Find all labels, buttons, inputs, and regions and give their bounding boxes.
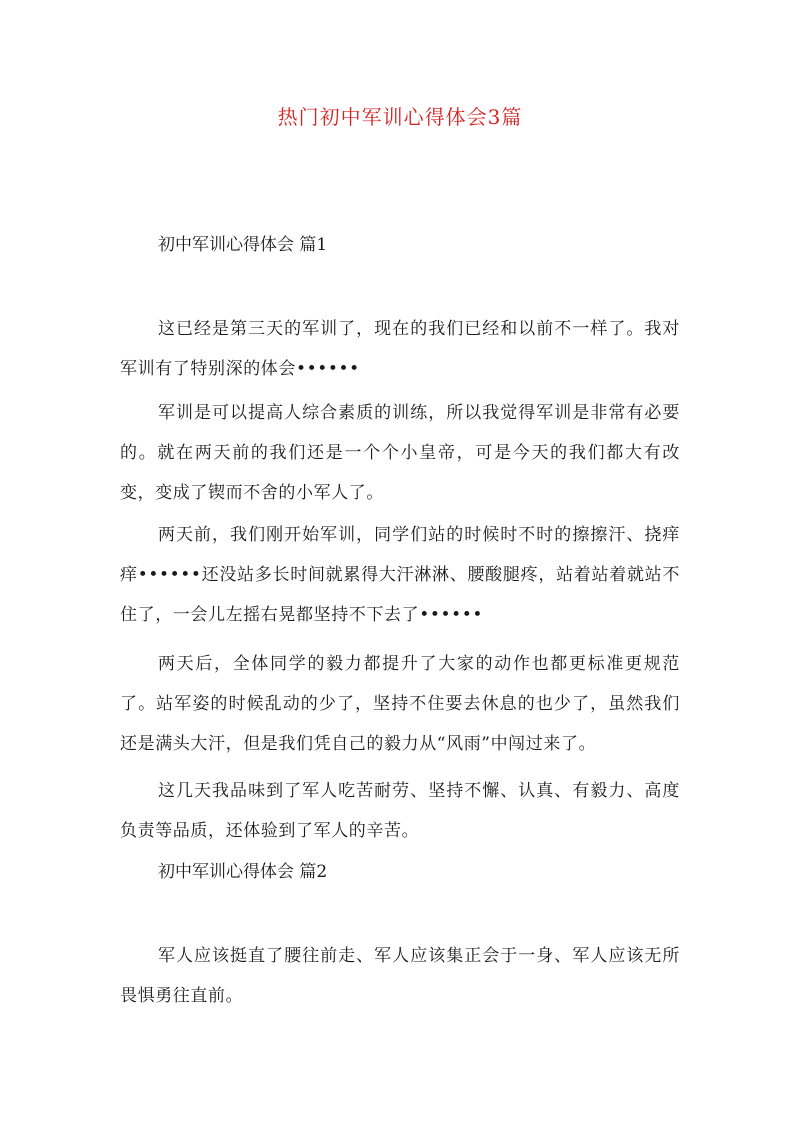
article-1-paragraph-4: 两天后，全体同学的毅力都提升了大家的动作也都更标准更规范了。站军姿的时候乱动的少了，坚持不住要去休息的也少了，虽然我们还是满头大汗，但是我们凭自己的毅力从“风雨”中闯过来了。 (120, 654, 680, 754)
article-1-heading: 初中军训心得体会 篇1 (158, 235, 328, 255)
article-1-paragraph-5: 这几天我品味到了军人吃苦耐劳、坚持不懈、认真、有毅力、高度负责等品质，还体验到了军人的辛苦。 (120, 781, 680, 841)
article-2-paragraph-1: 军人应该挺直了腰往前走、军人应该集正会于一身、军人应该无所畏惧勇往直前。 (120, 946, 680, 1006)
article-1-paragraph-3: 两天前，我们刚开始军训，同学们站的时候时不时的擦擦汗、挠痒痒••••••还没站多长时间就累得大汗淋淋、腰酸腿疼，站着站着就站不住了，一会儿左摇右晃都坚持不下去了•••••• (120, 525, 680, 625)
document-title: 热门初中军训心得体会3篇 (277, 105, 523, 129)
article-1-paragraph-1: 这已经是第三天的军训了，现在的我们已经和以前不一样了。我对军训有了特别深的体会•••••• (120, 319, 680, 379)
article-2-heading: 初中军训心得体会 篇2 (158, 862, 328, 882)
article-1-paragraph-2: 军训是可以提高人综合素质的训练，所以我觉得军训是非常有必要的。就在两天前的我们还是一个个小皇帝，可是今天的我们都大有改变，变成了锲而不舍的小军人了。 (120, 403, 680, 503)
